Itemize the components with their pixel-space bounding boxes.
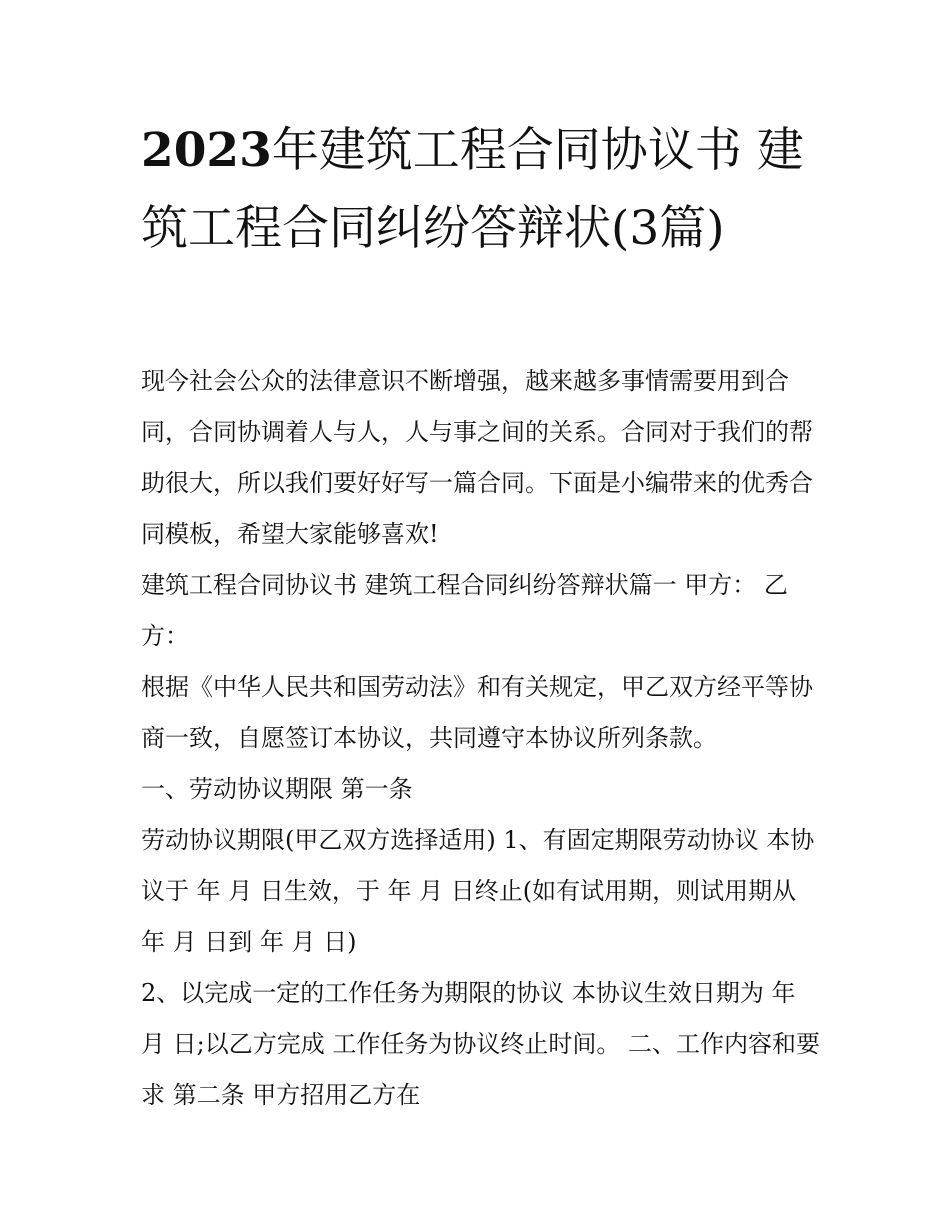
term-clause-paragraph: 劳动协议期限(甲乙双方选择适用) 1、有固定期限劳动协议 本协议于 年 月 日生效，于 年 月 日终止(如有试用期，则试用期从 年 月 日到 年 月 日) <box>141 826 815 956</box>
title-text: 年建筑工程合同协议书 建筑工程合同纠纷答辩状(3篇) <box>141 123 804 256</box>
task-clause-paragraph: 2、以完成一定的工作任务为期限的协议 本协议生效日期为 年 月 日;以乙方完成 工作任务为协议终止时间。 二、工作内容和要求 第二条 甲方招用乙方在 <box>141 979 820 1109</box>
legal-basis-paragraph: 根据《中华人民共和国劳动法》和有关规定，甲乙双方经平等协商一致，自愿签订本协议，共同遵守本协议所列条款。 <box>141 673 813 752</box>
document-title <box>141 112 821 268</box>
section-heading-paragraph: 建筑工程合同协议书 建筑工程合同纠纷答辩状篇一 甲方： 乙方： <box>141 571 788 650</box>
clause-heading-paragraph: 一、劳动协议期限 第一条 <box>141 775 413 803</box>
title-year: 2023 <box>141 123 272 178</box>
document-body <box>141 356 821 1121</box>
intro-paragraph: 现今社会公众的法律意识不断增强，越来越多事情需要用到合同，合同协调着人与人，人与事之间的关系。合同对于我们的帮助很大，所以我们要好好写一篇合同。下面是小编带来的优秀合同模板，希望大家能够喜欢! <box>141 367 813 548</box>
